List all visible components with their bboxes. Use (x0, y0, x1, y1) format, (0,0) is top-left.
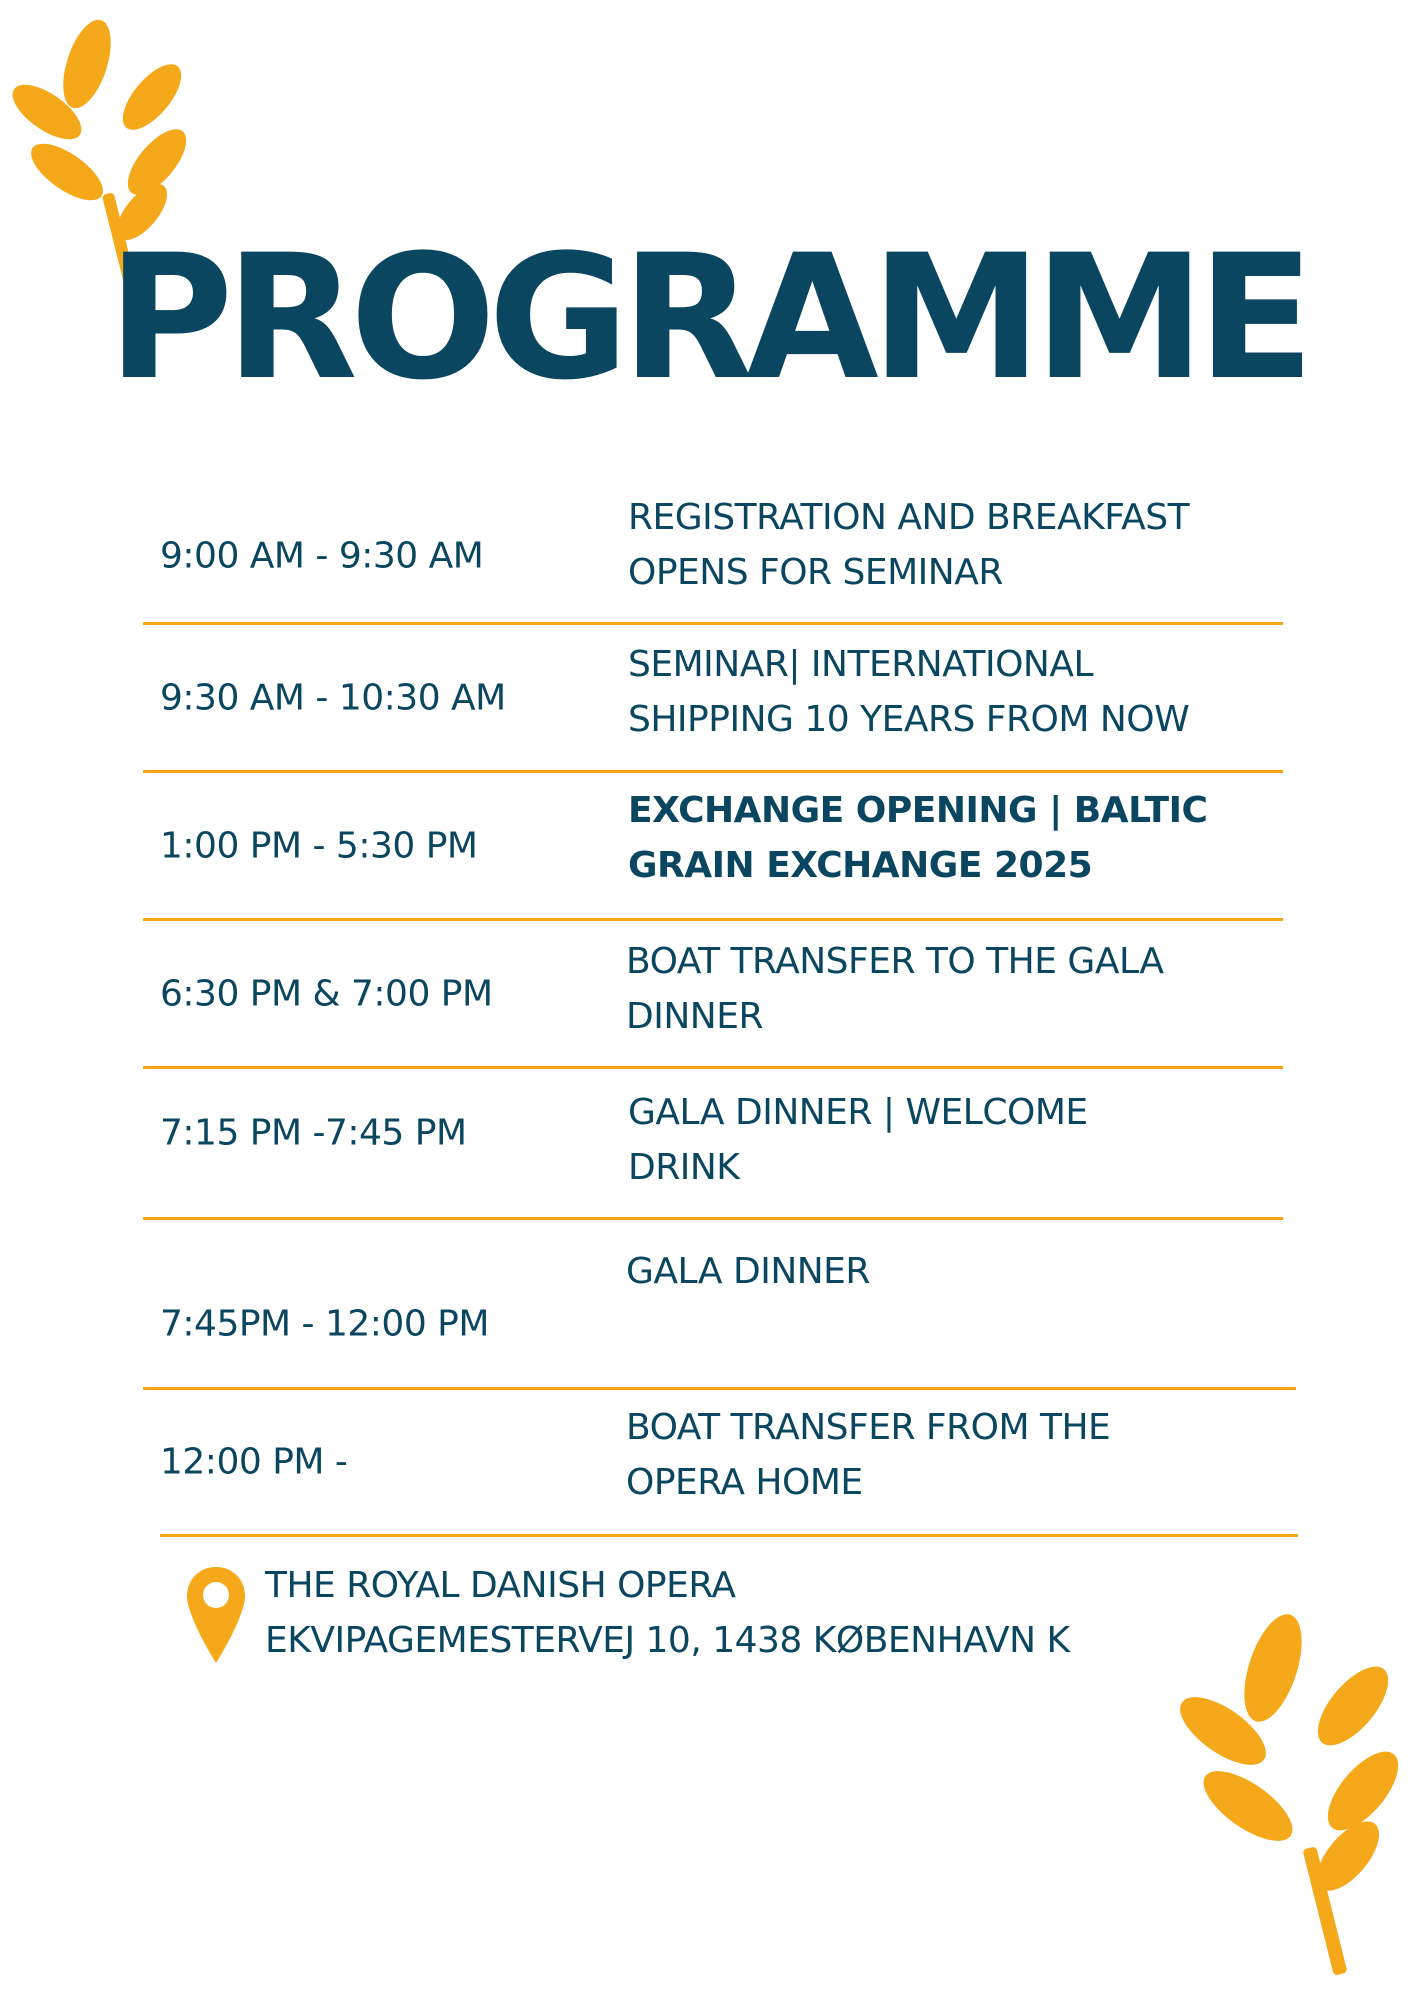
event-line: GALA DINNER (626, 1251, 870, 1292)
schedule-row (143, 1220, 1296, 1390)
event-line: BOAT TRANSFER TO THE GALA (626, 941, 1164, 982)
event-line: OPERA HOME (626, 1462, 863, 1503)
schedule-row (143, 921, 1283, 1069)
location-pin-icon (185, 1565, 247, 1665)
event-description (628, 490, 1288, 600)
event-line: BOAT TRANSFER FROM THE (626, 1407, 1111, 1448)
time-slot: 1:00 PM - 5:30 PM (160, 825, 478, 866)
event-line: SHIPPING 10 YEARS FROM NOW (628, 699, 1190, 740)
event-description (628, 637, 1288, 747)
schedule-row (143, 490, 1283, 625)
event-line: DRINK (628, 1147, 740, 1188)
event-line: EXCHANGE OPENING | BALTIC (628, 790, 1208, 831)
time-slot: 7:45PM - 12:00 PM (160, 1303, 489, 1345)
event-description (626, 934, 1286, 1044)
time-slot: 9:00 AM - 9:30 AM (160, 535, 484, 577)
event-line: REGISTRATION AND BREAKFAST (628, 497, 1190, 538)
schedule-row (143, 773, 1283, 921)
schedule-row (143, 1069, 1283, 1220)
event-description (626, 1400, 1286, 1510)
schedule-row (143, 625, 1283, 773)
event-description (628, 783, 1288, 893)
event-line: DINNER (626, 996, 763, 1037)
schedule-row (160, 1390, 1298, 1537)
time-slot: 7:15 PM -7:45 PM (160, 1112, 467, 1154)
page-title: PROGRAMME (107, 217, 1307, 418)
venue-name: THE ROYAL DANISH OPERA (265, 1565, 736, 1606)
event-line: OPENS FOR SEMINAR (628, 552, 1003, 593)
event-line: SEMINAR| INTERNATIONAL (628, 644, 1094, 685)
event-description (628, 1085, 1288, 1195)
venue-address: EKVIPAGEMESTERVEJ 10, 1438 KØBENHAVN K (265, 1620, 1070, 1661)
wheat-icon (1168, 1606, 1408, 1986)
time-slot: 9:30 AM - 10:30 AM (160, 677, 506, 718)
event-line: GALA DINNER | WELCOME (628, 1092, 1088, 1133)
event-line: GRAIN EXCHANGE 2025 (628, 845, 1093, 886)
time-slot: 12:00 PM - (160, 1441, 348, 1483)
event-description (626, 1244, 1286, 1299)
time-slot: 6:30 PM & 7:00 PM (160, 973, 493, 1014)
